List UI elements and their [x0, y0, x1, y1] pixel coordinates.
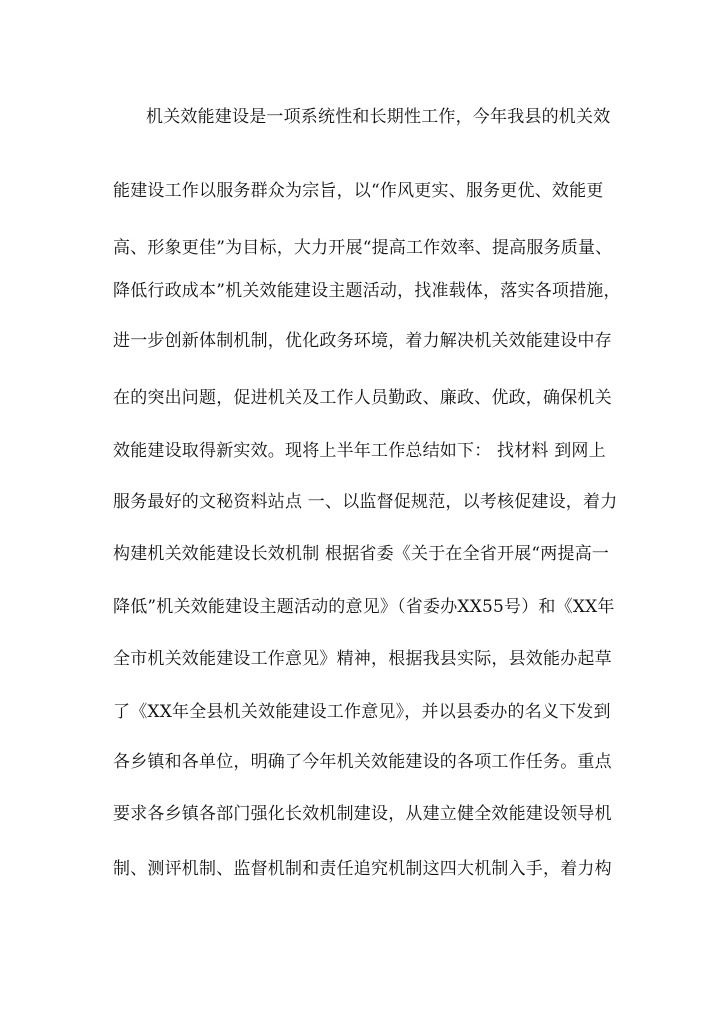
text-line-1: 机关效能建设是一项系统性和长期性工作，今年我县的机关效 [146, 107, 611, 127]
text-line-9: 构建机关效能建设长效机制 根据省委《关于在全省开展“两提高一 [113, 544, 610, 564]
text-line-7: 效能建设取得新实效。现将上半年工作总结如下： 找材料 到网上 [113, 441, 606, 461]
text-line-2: 能建设工作以服务群众为宗旨，以“作风更实、服务更优、效能更 [113, 181, 604, 201]
text-line-14: 要求各乡镇各部门强化长效机制建设，从建立健全效能建设领导机 [113, 804, 612, 824]
text-line-8: 服务最好的文秘资料站点 一、以监督促规范，以考核促建设，着力 [113, 492, 618, 512]
text-line-11: 全市机关效能建设工作意见》精神，根据我县实际，县效能办起草 [113, 649, 612, 669]
text-line-6: 在的突出问题，促进机关及工作人员勤政、廉政、优政，确保机关 [113, 388, 612, 408]
text-line-12: 了《XX年全县机关效能建设工作意见》，并以县委办的名义下发到 [113, 702, 611, 722]
text-line-15: 制、测评机制、监督机制和责任追究机制这四大机制入手，着力构 [113, 859, 612, 879]
text-line-10: 降低”机关效能建设主题活动的意见》（省委办XX55号）和《XX年 [113, 597, 615, 617]
text-line-4: 降低行政成本”机关效能建设主题活动，找准载体，落实各项措施， [113, 281, 621, 301]
text-line-13: 各乡镇和各单位，明确了今年机关效能建设的各项工作任务。重点 [113, 752, 612, 772]
text-line-3: 高、形象更佳”为目标，大力开展“提高工作效率、提高服务质量、 [113, 238, 613, 258]
text-line-5: 进一步创新体制机制，优化政务环境，着力解决机关效能建设中存 [113, 331, 612, 351]
